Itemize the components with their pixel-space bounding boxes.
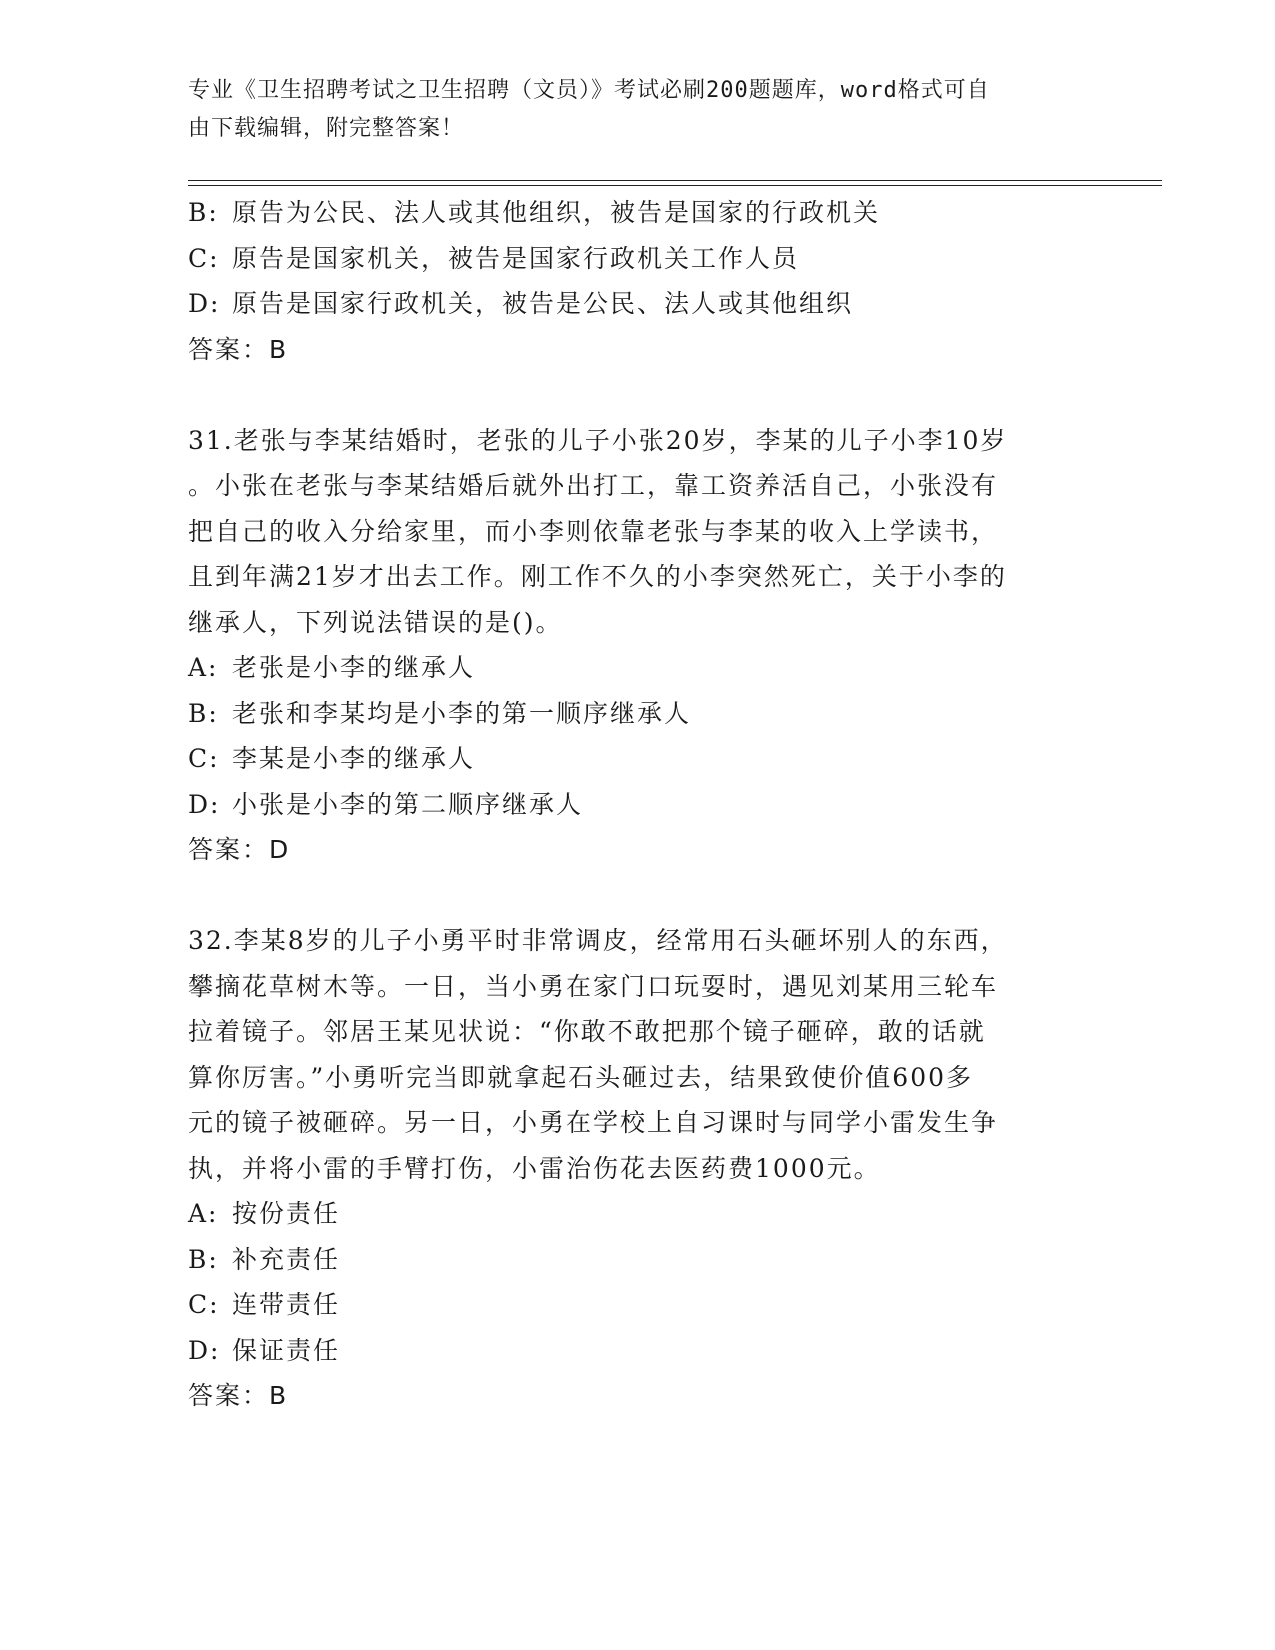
option-text: 老张是小李的继承人 bbox=[232, 653, 476, 682]
question-text-line: 算你厉害。”小勇听完当即就拿起石头砸过去，结果致使价值600多 bbox=[188, 1062, 974, 1092]
question-text-line: 攀摘花草树木等。一日，当小勇在家门口玩耍时，遇见刘某用三轮车 bbox=[188, 971, 999, 1001]
option-text: 原告是国家行政机关，被告是公民、法人或其他组织 bbox=[232, 289, 854, 318]
option-text: 补充责任 bbox=[232, 1244, 341, 1274]
question-text-line: 执，并将小雷的手臂打伤，小雷治伤花去医药费1000元。 bbox=[188, 1153, 881, 1183]
option-c bbox=[188, 236, 1088, 282]
option-text: 按份责任 bbox=[232, 1199, 341, 1228]
header-rule-thick bbox=[188, 185, 1162, 186]
document-body bbox=[188, 190, 1088, 1419]
option-text: 李某是小李的继承人 bbox=[232, 744, 476, 773]
document-header bbox=[188, 72, 1068, 148]
option-text: 小张是小李的第二顺序继承人 bbox=[232, 789, 584, 819]
option-text: 原告是国家机关，被告是国家行政机关工作人员 bbox=[232, 243, 800, 273]
question-31 bbox=[188, 418, 1088, 873]
option-key: B: bbox=[188, 198, 219, 227]
question-text-line: 32.李某8岁的儿子小勇平时非常调皮，经常用石头砸坏别人的东西， bbox=[188, 926, 1008, 955]
answer-line: 答案：B bbox=[188, 334, 289, 364]
header-line-2: 由下载编辑，附完整答案！ bbox=[188, 116, 465, 141]
question-text-line: 把自己的收入分给家里，而小李则依靠老张与李某的收入上学读书， bbox=[188, 516, 999, 546]
header-line-1: 专业《卫生招聘考试之卫生招聘（文员）》考试必刷200题题库，word格式可自 bbox=[188, 78, 990, 103]
question-text-line: 元的镜子被砸碎。另一日，小勇在学校上自习课时与同学小雷发生争 bbox=[188, 1108, 999, 1137]
option-key: C: bbox=[188, 1290, 220, 1319]
prev-question-options bbox=[188, 190, 1088, 327]
option-text: 原告为公民、法人或其他组织，被告是国家的行政机关 bbox=[232, 198, 881, 227]
question-text-line: 拉着镜子。邻居王某见状说：“你敢不敢把那个镜子砸碎，敢的话就 bbox=[188, 1017, 986, 1046]
option-key: B: bbox=[188, 698, 219, 728]
option-b bbox=[188, 190, 1088, 236]
option-d bbox=[188, 1328, 1088, 1374]
option-a bbox=[188, 645, 1088, 691]
question-text-line: 。小张在老张与李某结婚后就外出打工，靠工资养活自己，小张没有 bbox=[188, 471, 999, 500]
option-text: 连带责任 bbox=[232, 1290, 341, 1319]
option-d bbox=[188, 782, 1088, 828]
answer-line: 答案：D bbox=[188, 835, 291, 864]
option-text: 保证责任 bbox=[232, 1335, 341, 1365]
option-key: C: bbox=[188, 243, 220, 273]
option-b bbox=[188, 691, 1088, 737]
option-b bbox=[188, 1237, 1088, 1283]
header-rule-thin bbox=[188, 180, 1162, 181]
option-a bbox=[188, 1191, 1088, 1237]
question-text-line: 且到年满21岁才出去工作。刚工作不久的小李突然死亡，关于小李的 bbox=[188, 562, 1007, 591]
option-c bbox=[188, 1282, 1088, 1328]
option-d bbox=[188, 281, 1088, 327]
option-key: D: bbox=[188, 1335, 221, 1365]
option-c bbox=[188, 736, 1088, 782]
option-key: D: bbox=[188, 789, 221, 819]
question-text-line: 31.老张与李某结婚时，老张的儿子小张20岁，李某的儿子小李10岁 bbox=[188, 425, 1008, 455]
option-key: A: bbox=[188, 653, 219, 682]
option-key: C: bbox=[188, 744, 220, 773]
spacer bbox=[188, 873, 1088, 919]
answer-line: 答案：B bbox=[188, 1381, 289, 1410]
spacer bbox=[188, 372, 1088, 418]
option-key: D: bbox=[188, 289, 221, 318]
option-key: B: bbox=[188, 1244, 219, 1274]
option-text: 老张和李某均是小李的第一顺序继承人 bbox=[232, 698, 692, 728]
option-key: A: bbox=[188, 1199, 219, 1228]
question-text-line: 继承人，下列说法错误的是()。 bbox=[188, 607, 563, 637]
question-32 bbox=[188, 918, 1088, 1419]
